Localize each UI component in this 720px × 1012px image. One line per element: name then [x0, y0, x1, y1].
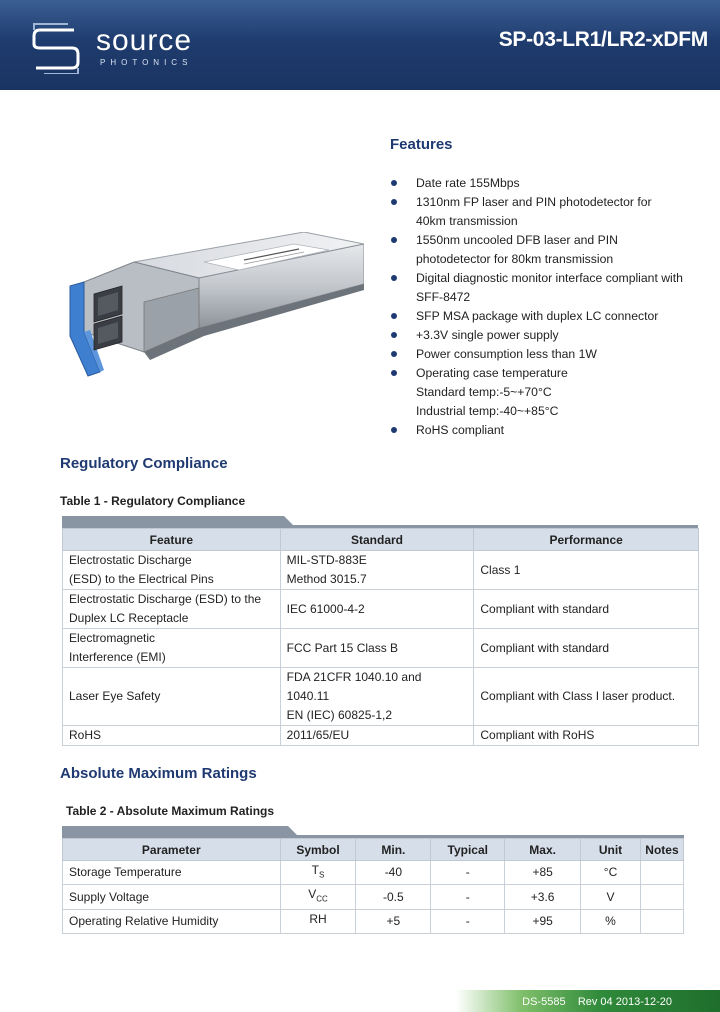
- feature-item: [388, 307, 684, 326]
- cell-line: FDA 21CFR 1040.10 and: [286, 670, 422, 684]
- table-header-cell: Unit: [581, 839, 641, 861]
- footer-text: [522, 996, 672, 1008]
- symbol-subscript: S: [318, 870, 325, 880]
- bullet-icon: [391, 275, 397, 281]
- feature-item-text: SFP MSA package with duplex LC connector: [416, 309, 659, 323]
- bullet-icon: [391, 180, 397, 186]
- feature-item-text: 1310nm FP laser and PIN photodetector for: [416, 195, 652, 209]
- table-cell-typ: -: [431, 909, 505, 933]
- company-logo: [30, 22, 210, 74]
- table-row: [63, 629, 699, 668]
- table-header-cell: Max.: [505, 839, 581, 861]
- feature-item-text: Date rate 155Mbps: [416, 176, 520, 190]
- table-header-cell: Performance: [474, 529, 699, 551]
- feature-item-text: Standard temp:-5~+70°C: [416, 385, 552, 399]
- table-header-cell: Typical: [431, 839, 505, 861]
- table-cell-unit: V: [581, 885, 641, 909]
- cell-line: EN (IEC) 60825-1,2: [286, 708, 393, 722]
- table1-tab-bar: [62, 516, 698, 528]
- cell-line: Interference (EMI): [69, 650, 166, 664]
- logo-text: source: [96, 24, 193, 57]
- table-cell-feature: [63, 668, 281, 726]
- table-cell-unit: °C: [581, 861, 641, 885]
- table-cell-parameter: Supply Voltage: [63, 885, 281, 909]
- table-cell-standard: [280, 668, 474, 726]
- feature-item-text: +3.3V single power supply: [416, 328, 559, 342]
- features-heading: Features: [390, 136, 453, 153]
- feature-item: [388, 326, 684, 345]
- bullet-icon: [391, 427, 397, 433]
- feature-item: [388, 345, 684, 364]
- table-cell-unit: %: [581, 909, 641, 933]
- table-cell-performance: Compliant with standard: [474, 629, 699, 668]
- cell-line: MIL-STD-883E: [286, 553, 367, 567]
- cell-line: 1040.11: [286, 689, 330, 703]
- table-cell-notes: [640, 885, 683, 909]
- feature-item: [388, 193, 684, 231]
- table-cell-notes: [640, 861, 683, 885]
- footer-revision: Rev 04 2013-12-20: [577, 996, 672, 1008]
- table-row: [63, 861, 684, 885]
- sfp-module-image: [64, 232, 364, 392]
- bullet-icon: [391, 199, 397, 205]
- feature-item: [388, 364, 684, 421]
- table-cell-performance: Class 1: [474, 551, 699, 590]
- table-cell-min: -40: [356, 861, 431, 885]
- feature-item-text: 40km transmission: [416, 214, 518, 228]
- table-cell-standard: [280, 726, 474, 746]
- absolute-ratings-table: [62, 838, 684, 934]
- feature-item-text: RoHS compliant: [416, 423, 505, 437]
- table-cell-notes: [640, 909, 683, 933]
- feature-item-text: Power consumption less than 1W: [416, 347, 597, 361]
- symbol-main: V: [308, 887, 317, 902]
- feature-item-text: 1550nm uncooled DFB laser and PIN: [416, 233, 618, 247]
- table-header-cell: Notes: [640, 839, 683, 861]
- footer-doc-id: DS-5585: [522, 996, 566, 1008]
- table-cell-typ: -: [431, 861, 505, 885]
- table-cell-feature: [63, 629, 281, 668]
- table-header-cell: Symbol: [280, 839, 356, 861]
- table-header-cell: Min.: [356, 839, 431, 861]
- feature-item: [388, 269, 684, 307]
- table-cell-performance: Compliant with Class I laser product.: [474, 668, 699, 726]
- symbol-main: RH: [309, 911, 327, 926]
- table-cell-performance: Compliant with standard: [474, 590, 699, 629]
- features-list: [388, 174, 684, 440]
- table-header-row: [63, 839, 684, 861]
- table-cell-min: +5: [356, 909, 431, 933]
- document-title: SP-03-LR1/LR2-xDFM: [498, 28, 708, 51]
- table-row: [63, 590, 699, 629]
- table-row: [63, 726, 699, 746]
- cell-line: FCC Part 15 Class B: [286, 640, 399, 655]
- feature-item-text: Digital diagnostic monitor interface compliant with: [416, 271, 683, 285]
- cell-line: Electromagnetic: [69, 631, 156, 645]
- cell-line: Electrostatic Discharge: [69, 553, 192, 567]
- logo-subtext: PHOTONICS: [100, 58, 193, 67]
- bullet-icon: [391, 237, 397, 243]
- cell-line: Electrostatic Discharge (ESD) to the: [69, 592, 262, 606]
- absolute-ratings-heading: Absolute Maximum Ratings: [60, 765, 257, 782]
- page-header: [0, 0, 720, 90]
- table-row: [63, 551, 699, 590]
- table-cell-typ: -: [431, 885, 505, 909]
- cell-line: (ESD) to the Electrical Pins: [69, 572, 214, 586]
- table-cell-min: -0.5: [356, 885, 431, 909]
- bullet-icon: [391, 370, 397, 376]
- table-row: [63, 668, 699, 726]
- table-cell-symbol: [280, 909, 356, 933]
- feature-item-text: Operating case temperature: [416, 366, 568, 380]
- regulatory-table: [62, 528, 699, 746]
- table-cell-performance: Compliant with RoHS: [474, 726, 699, 746]
- table-header-cell: Parameter: [63, 839, 281, 861]
- table-cell-feature: [63, 726, 281, 746]
- bullet-icon: [391, 351, 397, 357]
- cell-line: IEC 61000-4-2: [286, 601, 365, 616]
- bullet-icon: [391, 313, 397, 319]
- table-cell-max: +3.6: [505, 885, 581, 909]
- table-header-row: [63, 529, 699, 551]
- feature-item-text: Industrial temp:-40~+85°C: [416, 404, 559, 418]
- table2-tab-bar: [62, 826, 684, 838]
- table-cell-symbol: [280, 861, 356, 885]
- table-cell-parameter: Storage Temperature: [63, 861, 281, 885]
- table-cell-standard: [280, 590, 474, 629]
- feature-item-text: photodetector for 80km transmission: [416, 252, 614, 266]
- table-row: [63, 909, 684, 933]
- table-cell-standard: [280, 629, 474, 668]
- table-cell-standard: [280, 551, 474, 590]
- regulatory-heading: Regulatory Compliance: [60, 455, 228, 472]
- table-cell-max: +95: [505, 909, 581, 933]
- logo-mark-icon: [30, 22, 82, 74]
- table-cell-parameter: Operating Relative Humidity: [63, 909, 281, 933]
- feature-item: [388, 231, 684, 269]
- cell-line: Duplex LC Receptacle: [69, 611, 189, 625]
- table-cell-symbol: [280, 885, 356, 909]
- feature-item: [388, 174, 684, 193]
- table-cell-feature: [63, 590, 281, 629]
- feature-item-text: SFF-8472: [416, 290, 471, 304]
- cell-line: Method 3015.7: [286, 572, 367, 586]
- table-row: [63, 885, 684, 909]
- cell-line: 2011/65/EU: [286, 728, 350, 742]
- table1-caption: Table 1 - Regulatory Compliance: [60, 494, 246, 508]
- cell-line: RoHS: [69, 728, 102, 742]
- cell-line: Laser Eye Safety: [69, 689, 161, 703]
- table2-caption: Table 2 - Absolute Maximum Ratings: [66, 804, 275, 818]
- table-cell-max: +85: [505, 861, 581, 885]
- table-cell-feature: [63, 551, 281, 590]
- feature-item: [388, 421, 684, 440]
- symbol-subscript: CC: [316, 894, 328, 904]
- table-header-cell: Feature: [63, 529, 281, 551]
- bullet-icon: [391, 332, 397, 338]
- table-header-cell: Standard: [280, 529, 474, 551]
- symbol-main: T: [311, 863, 319, 877]
